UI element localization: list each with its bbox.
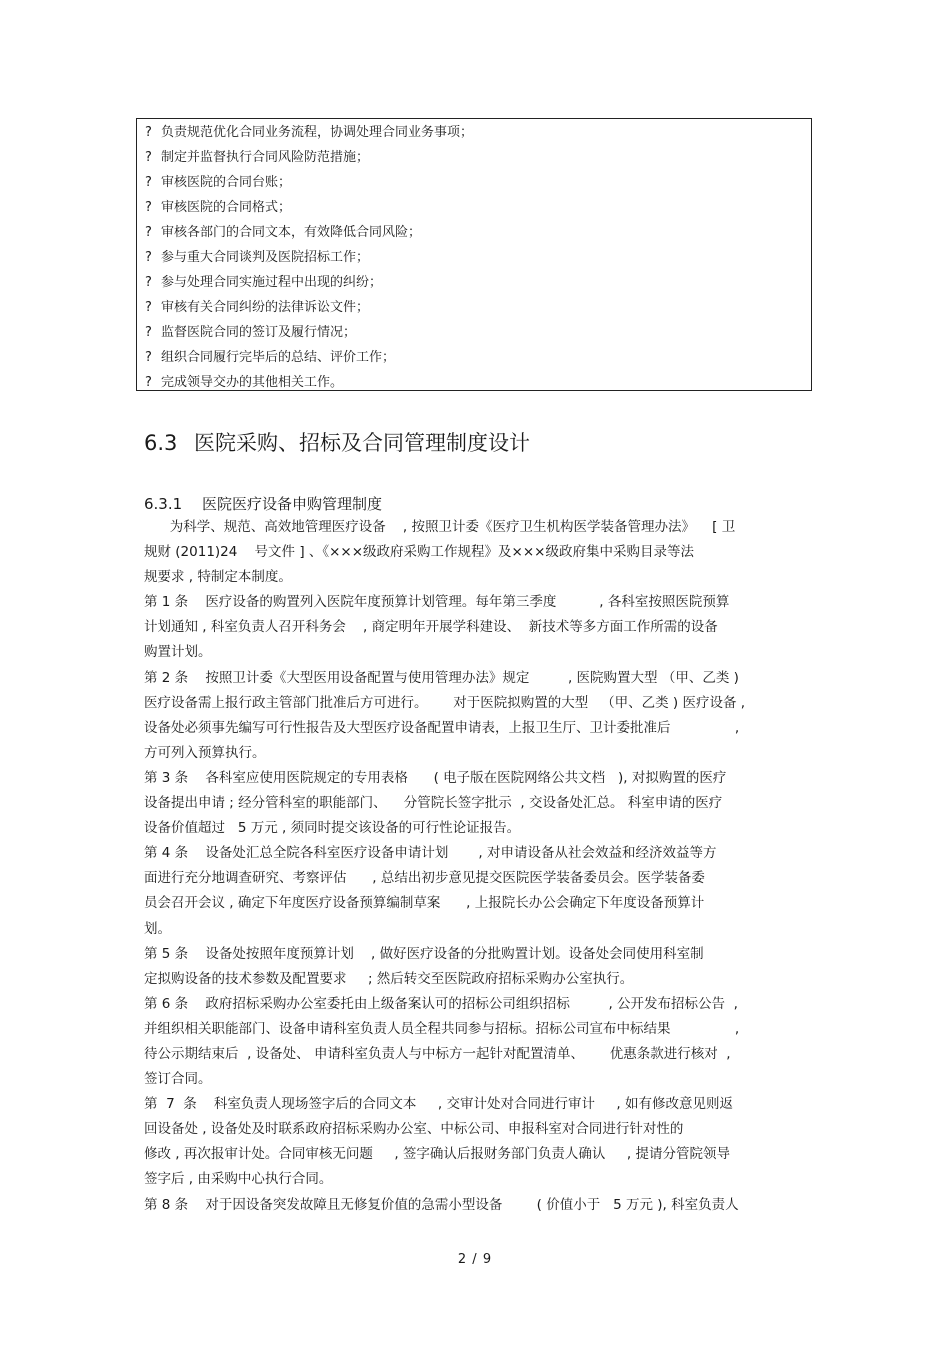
body-line: 规财 (2011)24 号文件 ] 、《×××级政府采购工作规程》及×××级政府集中采购目录等法: [144, 544, 694, 561]
duty-item: [145, 170, 811, 195]
bullet-mark: ?: [145, 275, 152, 290]
body-line: 设备价值超过 5 万元 , 须同时提交该设备的可行性论证报告。: [144, 820, 521, 837]
bullet-mark: ?: [145, 225, 152, 240]
duty-text: 监督医院合同的签订及履行情况；: [161, 325, 357, 340]
subsection-title: 医院医疗设备申购管理制度: [202, 495, 383, 513]
body-line: 签订合同。: [144, 1071, 212, 1088]
body-line: 计划通知 , 科室负责人召开科务会 , 商定明年开展学科建设、 新技术等多方面工作所需的设备: [144, 619, 718, 636]
duty-item: [145, 145, 811, 170]
body-line: 第 5 条 设备处按照年度预算计划 , 做好医疗设备的分批购置计划。设备处会同使用科室制: [144, 945, 704, 962]
body-line: 划。: [144, 920, 171, 937]
body-line: 修改 , 再次报审计处。合同审核无问题 , 签字确认后报财务部门负责人确认 , 提请分管院领导: [144, 1146, 730, 1163]
duty-text: 审核医院的合同台账；: [161, 175, 292, 190]
duty-text: 制定并监督执行合同风险防范措施；: [161, 150, 370, 165]
duty-item: [145, 195, 811, 220]
body-line: 签字后 , 由采购中心执行合同。: [144, 1171, 333, 1188]
bullet-mark: ?: [145, 375, 152, 390]
section-title: 医院采购、招标及合同管理制度设计: [194, 431, 530, 455]
body-line: 第 8 条 对于因设备突发故障且无修复价值的急需小型设备 ( 价值小于 5 万元 ), 科室负责人: [144, 1196, 739, 1213]
bullet-mark: ?: [145, 350, 152, 365]
subsection-heading: [144, 493, 382, 515]
body-text: [144, 515, 814, 1218]
duty-text: 负责规范优化合同业务流程，协调处理合同业务事项；: [161, 125, 474, 140]
bullet-mark: ?: [145, 250, 152, 265]
subsection-number: 6.3.1: [144, 495, 183, 513]
body-line: 规要求 , 特制定本制度。: [144, 569, 292, 586]
duty-text: 审核各部门的合同文本，有效降低合同风险；: [161, 225, 422, 240]
body-line: 第 7 条 科室负责人现场签字后的合同文本 , 交审计处对合同进行审计 , 如有修改意见则返: [144, 1096, 733, 1113]
duty-item: [145, 245, 811, 270]
bullet-mark: ?: [145, 325, 152, 340]
bullet-mark: ?: [145, 175, 152, 190]
body-line: 为科学、规范、高效地管理医疗设备 , 按照卫计委《医疗卫生机构医学装备管理办法》 [ 卫: [144, 519, 736, 535]
duty-item: [145, 345, 811, 370]
bullet-mark: ?: [145, 300, 152, 315]
body-line: 第 6 条 政府招标采购办公室委托由上级备案认可的招标公司组织招标 , 公开发布招标公告 ,: [144, 995, 738, 1012]
duty-item: [145, 295, 811, 320]
duty-text: 参与处理合同实施过程中出现的纠纷；: [161, 275, 383, 290]
duty-text: 完成领导交办的其他相关工作。: [161, 375, 344, 390]
body-line: 第 4 条 设备处汇总全院各科室医疗设备申请计划 , 对申请设备从社会效益和经济效益等方: [144, 845, 717, 862]
body-line: 方可列入预算执行。: [144, 744, 266, 761]
section-number: 6.3: [144, 431, 178, 455]
duty-text: 参与重大合同谈判及医院招标工作；: [161, 250, 370, 265]
body-line: 设备提出申请 ; 经分管科室的职能部门、 分管院长签字批示 , 交设备处汇总。 科室申请的医疗: [144, 795, 723, 812]
bullet-mark: ?: [145, 200, 152, 215]
body-line: 定拟购设备的技术参数及配置要求 ; 然后转交至医院政府招标采购办公室执行。: [144, 970, 634, 987]
responsibilities-box: [136, 118, 812, 391]
body-line: 回设备处 , 设备处及时联系政府招标采购办公室、中标公司、申报科室对合同进行针对性的: [144, 1121, 684, 1138]
body-line: 第 3 条 各科室应使用医院规定的专用表格 ( 电子版在医院网络公共文档 ), 对拟购置的医疗: [144, 769, 727, 786]
duty-item: [145, 370, 811, 395]
duty-item: [145, 320, 811, 345]
bullet-mark: ?: [145, 150, 152, 165]
body-line: 设备处必须事先编写可行性报告及大型医疗设备配置申请表，上报卫生厅、卫计委批准后 ,: [144, 719, 740, 736]
section-heading: [144, 428, 530, 458]
body-line: 面进行充分地调查研究、考察评估 , 总结出初步意见提交医院医学装备委员会。医学装备委: [144, 870, 705, 887]
duty-text: 审核有关合同纠纷的法律诉讼文件；: [161, 300, 370, 315]
body-line: 第 1 条 医疗设备的购置列入医院年度预算计划管理。每年第三季度 , 各科室按照医院预算: [144, 594, 730, 611]
page-number: 2 / 9: [457, 1252, 493, 1267]
body-line: 待公示期结束后 , 设备处、 申请科室负责人与中标方一起针对配置清单、 优惠条款进行核对 ,: [144, 1045, 731, 1062]
body-line: 购置计划。: [144, 644, 212, 661]
duty-text: 组织合同履行完毕后的总结、评价工作；: [161, 350, 396, 365]
bullet-mark: ?: [145, 125, 152, 140]
body-line: 并组织相关职能部门、设备申请科室负责人员全程共同参与招标。招标公司宣布中标结果 ,: [144, 1020, 740, 1037]
body-line: 员会召开会议 , 确定下年度医疗设备预算编制草案 , 上报院长办公会确定下年度设备预算计: [144, 895, 705, 912]
body-line: 医疗设备需上报行政主管部门批准后方可进行。 对于医院拟购置的大型 （甲、乙类 ) 医疗设备 ,: [144, 694, 746, 711]
body-line: 第 2 条 按照卫计委《大型医用设备配置与使用管理办法》规定 , 医院购置大型 （甲、乙类 ): [144, 669, 739, 686]
duty-item: [145, 220, 811, 245]
duty-item: [145, 270, 811, 295]
duty-text: 审核医院的合同格式；: [161, 200, 292, 215]
duty-item: [145, 120, 811, 145]
